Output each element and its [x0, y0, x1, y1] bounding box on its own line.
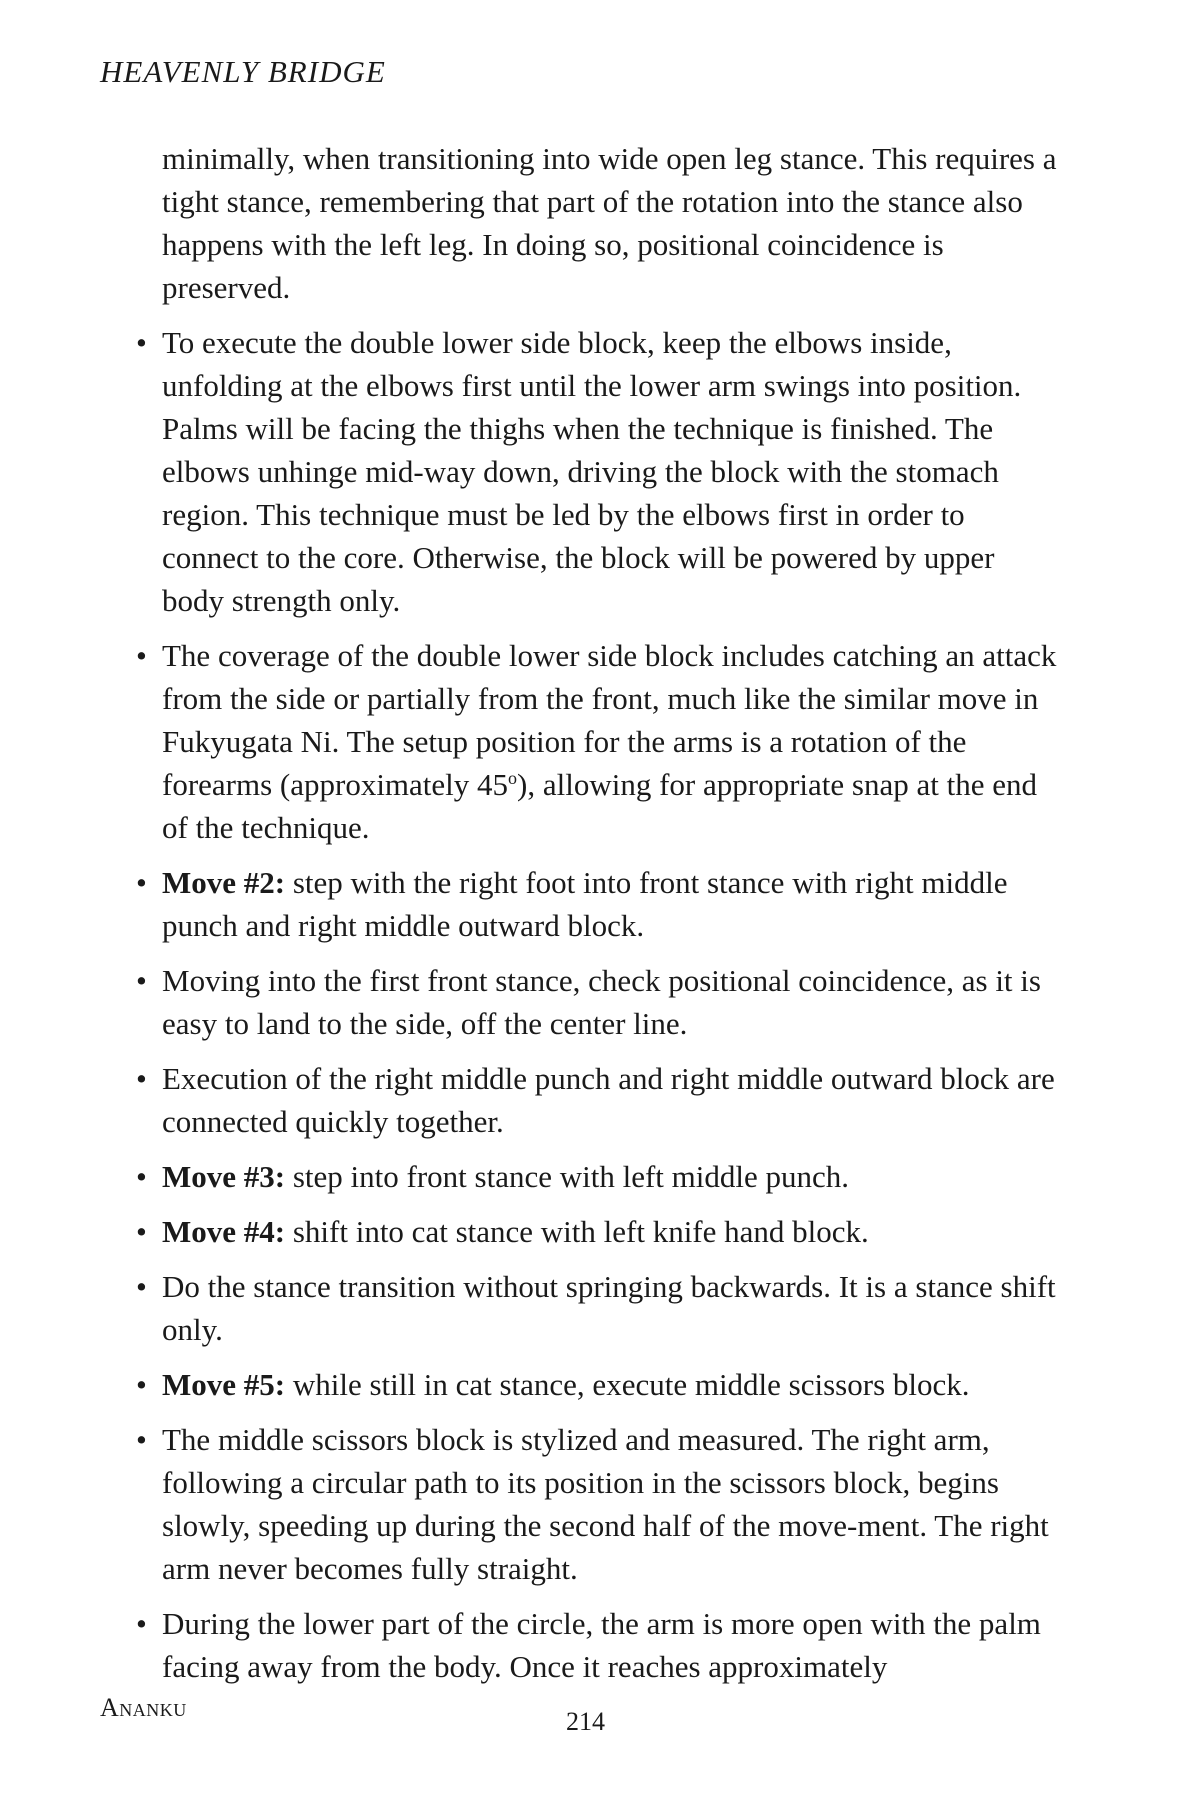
list-item [136, 634, 1062, 849]
degree-superscript: o [508, 768, 518, 788]
list-item [136, 1602, 1062, 1688]
bullet-marker: • [136, 1367, 147, 1402]
bullet-marker: • [136, 1214, 147, 1249]
move-label: Move #4: [162, 1214, 286, 1249]
list-item [136, 321, 1062, 622]
list-item-text: The coverage of the double lower side block includes catching an attack from the side or partially from the front, much like the similar move in Fukyugata Ni. The setup position for the arms is a rotation of the forearms (approximately 45 [162, 638, 1057, 802]
list-item [136, 1363, 1062, 1406]
bullet-marker: • [136, 1269, 147, 1304]
list-item [136, 1265, 1062, 1351]
continuation-paragraph: minimally, when transitioning into wide open leg stance. This requires a tight stance, remembering that part of the rotation into the stance also happens with the left leg. In doing so, positional coincidence is preserved. [162, 141, 1057, 305]
bullet-marker: • [136, 1159, 147, 1194]
body-text [136, 137, 1062, 1700]
bullet-marker: • [136, 325, 147, 360]
list-item [136, 1155, 1062, 1198]
list-item-text: Do the stance transition without springing backwards. It is a stance shift only. [162, 1269, 1056, 1347]
bullet-marker: • [136, 963, 147, 998]
bullet-marker: • [136, 865, 147, 900]
list-item-text: shift into cat stance with left knife hand block. [285, 1214, 869, 1249]
bullet-marker: • [136, 1061, 147, 1096]
move-label: Move #5: [162, 1367, 286, 1402]
list-item-text: Execution of the right middle punch and right middle outward block are connected quickly together. [162, 1061, 1055, 1139]
page-number: 214 [566, 1707, 605, 1736]
list-item [136, 1210, 1062, 1253]
list-item-text: step with the right foot into front stance with right middle punch and right middle outward block. [162, 865, 1008, 943]
list-item-text: To execute the double lower side block, keep the elbows inside, unfolding at the elbows first until the lower arm swings into position. Palms will be facing the thighs when the technique is finished. The elbows unhinge mid-way down, driving the block with the stomach region. This technique must be led by the elbows first in order to connect to the core. Otherwise, the block will be powered by upper body strength only. [162, 325, 1022, 618]
list-item-text: while still in cat stance, execute middle scissors block. [285, 1367, 970, 1402]
list-item-text-continued: ), allowing for appropriate snap at the end of the technique. [162, 767, 1037, 845]
move-label: Move #3: [162, 1159, 286, 1194]
bullet-marker: • [136, 1422, 147, 1457]
list-item-text: Moving into the first front stance, check positional coincidence, as it is easy to land to the side, off the center line. [162, 963, 1041, 1041]
list-item [136, 1418, 1062, 1590]
list-item-text: The middle scissors block is stylized and measured. The right arm, following a circular path to its position in the scissors block, begins slowly, speeding up during the second half of the move-ment. The right arm never becomes fully straight. [162, 1422, 1049, 1586]
list-item [136, 861, 1062, 947]
bullet-marker: • [136, 1606, 147, 1641]
book-title-footer: Ananku [100, 1693, 187, 1722]
list-item-text: During the lower part of the circle, the arm is more open with the palm facing away from the body. Once it reaches approximately [162, 1606, 1041, 1684]
list-item-text: step into front stance with left middle punch. [285, 1159, 849, 1194]
move-label: Move #2: [162, 865, 286, 900]
list-item [136, 959, 1062, 1045]
bullet-marker: • [136, 638, 147, 673]
list-item [136, 1057, 1062, 1143]
running-head: HEAVENLY BRIDGE [100, 54, 386, 89]
